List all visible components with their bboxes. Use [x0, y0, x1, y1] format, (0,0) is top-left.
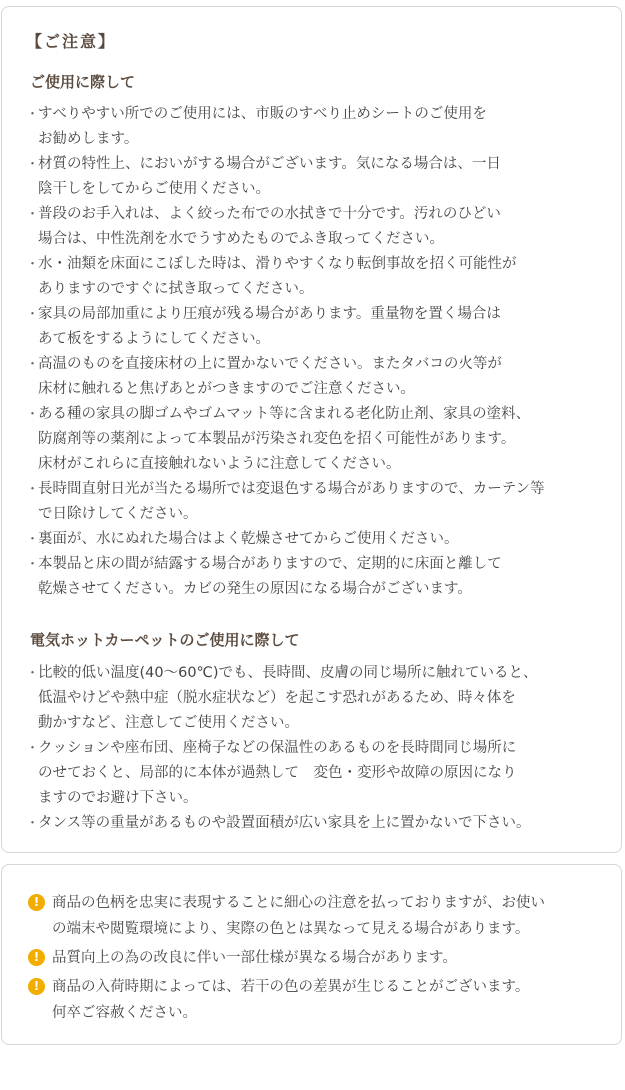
list-item: ・ すべりやすい所でのご使用には、市販のすべり止めシートのご使用を お勧めします。 [26, 102, 616, 152]
list-item: ・ 裏面が、水にぬれた場合はよく乾燥させてからご使用ください。 [26, 527, 616, 552]
bullet-dot: ・ [26, 357, 40, 372]
list-item: ・ 家具の局部加重により圧痕が残る場合があります。重量物を置く場合は あて板をするようにしてください。 [26, 302, 616, 352]
exclamation-circle-icon: ! [28, 894, 45, 911]
list-item: ・ 高温のものを直接床材の上に置かないでください。またタバコの火等が 床材に触れると焦げあとがつきますのでご注意ください。 [26, 352, 616, 402]
list-item: ・ 比較的低い温度(40～60℃)でも、長時間、皮膚の同じ場所に触れていると、 低温やけどや熱中症（脱水症状など）を起こす恐れがあるため、時々体を 動かすなど、注意してご使用ください。 [26, 661, 616, 736]
list-item: ・ 水・油類を床面にこぼした時は、滑りやすくなり転倒事故を招く可能性が ありますのですぐに拭き取ってください。 [26, 252, 616, 302]
hot-carpet-notes-list [26, 661, 616, 836]
list-item: ! 品質向上の為の改良に伴い一部仕様が異なる場合があります。 [28, 945, 613, 971]
list-item: ・ クッションや座布団、座椅子などの保温性のあるものを長時間同じ場所に のせておくと、局部的に本体が過熱して 変色・変形や故障の原因になり ますのでお避け下さい。 [26, 736, 616, 811]
list-item: ・ タンス等の重量があるものや設置面積が広い家具を上に置かないで下さい。 [26, 811, 616, 836]
exclamation-circle-icon: ! [28, 949, 45, 966]
section-heading-hot-carpet: 電気ホットカーペットのご使用に際して [30, 631, 300, 649]
list-item: ! 商品の入荷時期によっては、若干の色の差異が生じることがございます。 何卒ご容赦ください。 [28, 974, 613, 1026]
list-item: ・ 本製品と床の間が結露する場合がありますので、定期的に床面と離して 乾燥させてください。カビの発生の原因になる場合がございます。 [26, 552, 616, 602]
exclamation-circle-icon: ! [28, 978, 45, 995]
bullet-dot: ・ [26, 207, 40, 222]
disclaimer-box [1, 864, 622, 1045]
list-item: ! 商品の色柄を忠実に表現することに細心の注意を払っておりますが、お使い の端末や閲覧環境により、実際の色とは異なって見える場合があります。 [28, 890, 613, 942]
list-item: ・ 材質の特性上、においがする場合がございます。気になる場合は、一日 陰干しをしてからご使用ください。 [26, 152, 616, 202]
usage-notes-list [26, 102, 616, 602]
bullet-dot: ・ [26, 307, 40, 322]
disclaimer-list [28, 890, 613, 1026]
bullet-dot: ・ [26, 482, 40, 497]
section-heading-usage: ご使用に際して [30, 73, 136, 91]
list-item: ・ ある種の家具の脚ゴムやゴムマット等に含まれる老化防止剤、家具の塗料、 防腐剤等の薬剤によって本製品が汚染され変色を招く可能性があります。 床材がこれらに直接触れないように注意してください。 [26, 402, 616, 477]
bullet-dot: ・ [26, 532, 40, 547]
list-item: ・ 普段のお手入れは、よく絞った布での水拭きで十分です。汚れのひどい 場合は、中性洗剤を水でうすめたものでふき取ってください。 [26, 202, 616, 252]
bullet-dot: ・ [26, 107, 40, 122]
notice-title: 【ご注意】 [26, 32, 117, 51]
bullet-dot: ・ [26, 666, 40, 681]
bullet-dot: ・ [26, 157, 40, 172]
bullet-dot: ・ [26, 816, 40, 831]
bullet-dot: ・ [26, 741, 40, 756]
bullet-dot: ・ [26, 407, 40, 422]
notice-box [1, 6, 622, 853]
list-item: ・ 長時間直射日光が当たる場所では変退色する場合がありますので、カーテン等 で日除けしてください。 [26, 477, 616, 527]
bullet-dot: ・ [26, 557, 40, 572]
bullet-dot: ・ [26, 257, 40, 272]
